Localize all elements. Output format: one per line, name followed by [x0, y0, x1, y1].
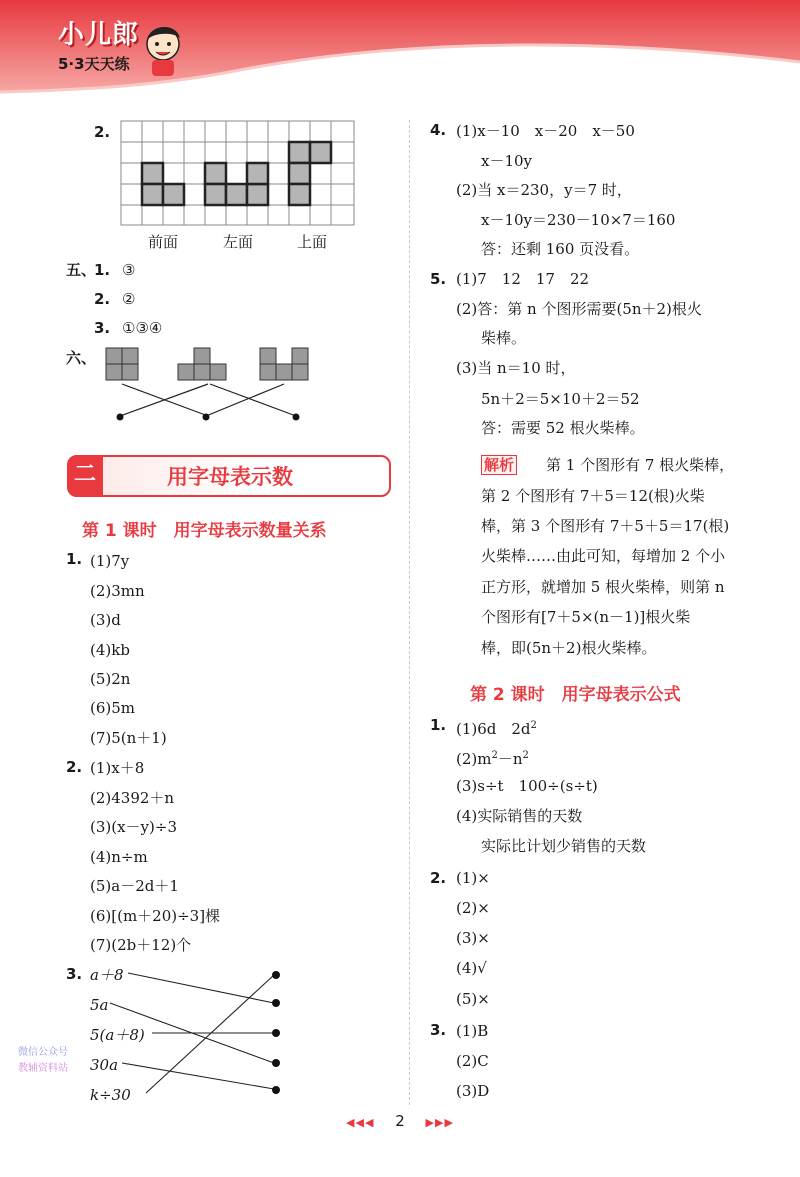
matching-diagram — [100, 344, 316, 424]
q4-number: 4. — [430, 121, 447, 139]
r1-line — [456, 746, 529, 769]
r1-text: (2)m — [456, 750, 492, 768]
section-number: 二 — [67, 455, 103, 497]
q1-answer: (1)7y — [90, 552, 130, 570]
q2-answer: (3)(x－y)÷3 — [90, 818, 177, 836]
section-six-label: 六、 — [66, 349, 97, 367]
r2-answer: (3)× — [456, 929, 490, 947]
q5-line: (2)答：第 n 个图形需要(5n＋2)根火 — [456, 300, 702, 318]
analysis-text: 个图形有[7＋5×(n－1)]根火柴 — [481, 608, 691, 626]
q5-line: 柴棒。 — [481, 329, 527, 347]
mascot-icon — [140, 22, 186, 78]
s5-item-number: 1. — [94, 261, 111, 279]
section-title: 用字母表示数 — [167, 465, 293, 489]
q5-line: 答：需要 52 根火柴棒。 — [481, 419, 645, 437]
r1-line: (4)实际销售的天数 — [456, 807, 583, 825]
r1-exponent: 2 — [522, 750, 529, 761]
q1-answer: (4)kb — [90, 641, 130, 659]
q3-expression: 5(a＋8) — [90, 1026, 145, 1044]
q5-line: (3)当 n＝10 时， — [456, 359, 576, 377]
page-footer — [0, 1112, 800, 1130]
q1-answer: (6)5m — [90, 699, 136, 717]
q3-expression: 30a — [90, 1056, 119, 1074]
analysis-text: 棒，即(5n＋2)根火柴棒。 — [481, 639, 657, 657]
section-banner — [67, 455, 389, 495]
view-label-left: 左面 — [223, 233, 254, 251]
right-arrows-icon: ▶▶▶ — [425, 1116, 454, 1129]
r3-answer: (3)D — [456, 1082, 490, 1100]
q2-answer: (2)4392＋n — [90, 789, 175, 807]
r1-line: 实际比计划少销售的天数 — [481, 837, 647, 855]
r2-answer: (5)× — [456, 990, 490, 1008]
r1-exponent: 2 — [491, 750, 498, 761]
lesson-title: 第 2 课时 用字母表示公式 — [470, 685, 681, 705]
q4-line: 答：还剩 160 页没看。 — [481, 240, 640, 258]
s5-item-answer: ①③④ — [122, 319, 163, 337]
q2-answer: (4)n÷m — [90, 848, 148, 866]
q2-answer: (6)[(m＋20)÷3]棵 — [90, 907, 221, 925]
q2-answer: (5)a－2d＋1 — [90, 877, 179, 895]
analysis-text: 棒，第 3 个图形有 7＋5＋5＝17(根) — [481, 517, 730, 535]
view-label-front: 前面 — [148, 233, 179, 251]
three-view-grid — [120, 120, 356, 226]
q4-line: x－10y — [481, 152, 533, 170]
analysis-text: 正方形，就增加 5 根火柴棒，则第 n — [481, 578, 725, 596]
analysis-text: 第 1 个图形有 7 根火柴棒， — [546, 456, 735, 474]
q2-number: 2. — [66, 758, 83, 776]
q4-line: x－10y＝230－10×7＝160 — [481, 211, 676, 229]
lesson-title: 第 1 课时 用字母表示数量关系 — [82, 521, 327, 541]
q1-answer: (5)2n — [90, 670, 131, 688]
logo-text: 小儿郎 — [58, 20, 140, 50]
s5-item-number: 2. — [94, 290, 111, 308]
analysis-badge: 解析 — [481, 455, 517, 475]
r1-text: －n — [497, 750, 523, 768]
q1-answer: (3)d — [90, 611, 121, 629]
analysis-text: 火柴棒……由此可知，每增加 2 个小 — [481, 547, 726, 565]
r1-line: (3)s÷t 100÷(s÷t) — [456, 777, 598, 795]
s5-item-answer: ③ — [122, 261, 136, 279]
r1-number: 1. — [430, 716, 447, 734]
analysis-text: 第 2 个图形有 7＋5＝12(根)火柴 — [481, 487, 705, 505]
view-label-top: 上面 — [297, 233, 328, 251]
r3-answer: (1)B — [456, 1022, 489, 1040]
s5-item-number: 3. — [94, 319, 111, 337]
r2-answer: (1)× — [456, 869, 490, 887]
r1-line — [456, 716, 537, 739]
watermark-line: 教辅资料站 — [18, 1063, 68, 1074]
section-five-label: 五、 — [66, 261, 97, 279]
q2-answer: (1)x＋8 — [90, 759, 145, 777]
q5-line: (1)7 12 17 22 — [456, 270, 590, 288]
q3-expression: a＋8 — [90, 966, 124, 984]
q3-matching-lines — [100, 960, 290, 1100]
page-number: 2 — [395, 1112, 405, 1130]
r3-number: 3. — [430, 1021, 447, 1039]
r2-answer: (2)× — [456, 899, 490, 917]
q1-number: 1. — [66, 550, 83, 568]
q5-line: 5n＋2＝5×10＋2＝52 — [481, 390, 640, 408]
q1-answer: (2)3mn — [90, 582, 145, 600]
q3-expression: 5a — [90, 996, 109, 1014]
column-divider — [409, 120, 410, 1105]
brand-logo — [58, 14, 139, 74]
watermark-line: 微信公众号 — [18, 1047, 68, 1058]
q2-answer: (7)(2b＋12)个 — [90, 936, 192, 954]
q3-number: 3. — [66, 965, 83, 983]
q4-line: (1)x－10 x－20 x－50 — [456, 122, 635, 140]
left-arrows-icon: ◀◀◀ — [346, 1116, 375, 1129]
s5-item-answer: ② — [122, 290, 136, 308]
q3-expression: k÷30 — [90, 1086, 131, 1104]
q4-line: (2)当 x＝230，y＝7 时， — [456, 181, 632, 199]
r1-exponent: 2 — [530, 720, 537, 731]
q1-answer: (7)5(n＋1) — [90, 729, 167, 747]
q-grid-number: 2. — [94, 123, 111, 141]
analysis-badge-line — [481, 455, 517, 475]
r2-answer: (4)√ — [456, 959, 487, 977]
r2-number: 2. — [430, 869, 447, 887]
logo-subtitle: 5·3天天练 — [58, 55, 130, 73]
r3-answer: (2)C — [456, 1052, 489, 1070]
r1-text: (1)6d 2d — [456, 720, 531, 738]
watermark — [18, 1045, 68, 1077]
q5-number: 5. — [430, 270, 447, 288]
